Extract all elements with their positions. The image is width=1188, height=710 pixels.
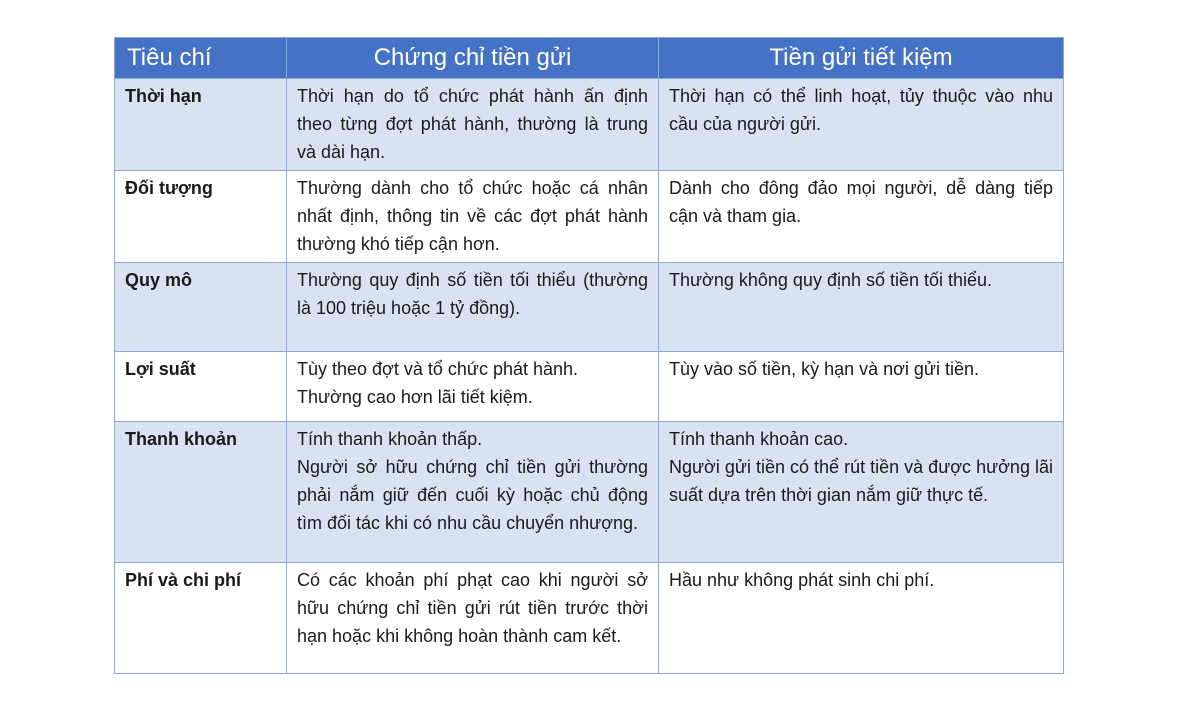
cd-text: Thường cao hơn lãi tiết kiệm.	[297, 387, 533, 407]
cd-text: Có các khoản phí phạt cao khi người sở hữu chứng chỉ tiền gửi rút tiền trước thời hạn hoặc khi không hoàn thành cam kết.	[297, 570, 648, 646]
table-row	[115, 352, 1064, 422]
savings-text: Tính thanh khoản cao.	[669, 429, 849, 449]
cd-text: Thời hạn do tổ chức phát hành ấn định theo từng đợt phát hành, thường là trung và dài hạn.	[297, 86, 648, 162]
criterion-cell: Quy mô	[115, 263, 287, 352]
savings-text: Hầu như không phát sinh chi phí.	[669, 570, 935, 590]
savings-cell	[659, 79, 1064, 171]
criterion-cell: Phí và chi phí	[115, 563, 287, 674]
header-savings-deposit: Tiền gửi tiết kiệm	[659, 38, 1064, 79]
table-row	[115, 171, 1064, 263]
savings-cell	[659, 171, 1064, 263]
cd-text: Tính thanh khoản thấp.	[297, 429, 483, 449]
cd-text: Tùy theo đợt và tổ chức phát hành.	[297, 359, 579, 379]
table-row	[115, 79, 1064, 171]
savings-text: Dành cho đông đảo mọi người, dễ dàng tiếp cận và tham gia.	[669, 178, 1053, 226]
table-row	[115, 563, 1064, 674]
header-certificate-of-deposit: Chứng chỉ tiền gửi	[287, 38, 659, 79]
cd-cell	[287, 263, 659, 352]
cd-text: Thường dành cho tổ chức hoặc cá nhân nhất định, thông tin về các đợt phát hành thường khó tiếp cận hơn.	[297, 178, 648, 254]
cd-cell	[287, 171, 659, 263]
table-row	[115, 263, 1064, 352]
cd-cell	[287, 79, 659, 171]
header-criteria: Tiêu chí	[115, 38, 287, 79]
cd-cell	[287, 352, 659, 422]
criterion-cell: Thời hạn	[115, 79, 287, 171]
cd-cell	[287, 422, 659, 563]
savings-cell	[659, 422, 1064, 563]
criterion-cell: Lợi suất	[115, 352, 287, 422]
savings-cell	[659, 563, 1064, 674]
savings-text: Thường không quy định số tiền tối thiểu.	[669, 270, 993, 290]
savings-cell	[659, 352, 1064, 422]
cd-cell	[287, 563, 659, 674]
cd-text: Người sở hữu chứng chỉ tiền gửi thường phải nắm giữ đến cuối kỳ hoặc chủ động tìm đối tác khi có nhu cầu chuyển nhượng.	[297, 457, 648, 533]
table-row	[115, 422, 1064, 563]
savings-cell	[659, 263, 1064, 352]
criterion-cell: Thanh khoản	[115, 422, 287, 563]
cd-text: Thường quy định số tiền tối thiểu (thường là 100 triệu hoặc 1 tỷ đồng).	[297, 270, 648, 318]
savings-text: Thời hạn có thể linh hoạt, tủy thuộc vào nhu cầu của người gửi.	[669, 86, 1053, 134]
comparison-table	[114, 37, 1064, 674]
savings-text: Người gửi tiền có thể rút tiền và được hưởng lãi suất dựa trên thời gian nắm giữ thực tế.	[669, 457, 1053, 505]
criterion-cell: Đối tượng	[115, 171, 287, 263]
savings-text: Tùy vào số tiền, kỳ hạn và nơi gửi tiền.	[669, 359, 980, 379]
header-row	[115, 38, 1064, 79]
